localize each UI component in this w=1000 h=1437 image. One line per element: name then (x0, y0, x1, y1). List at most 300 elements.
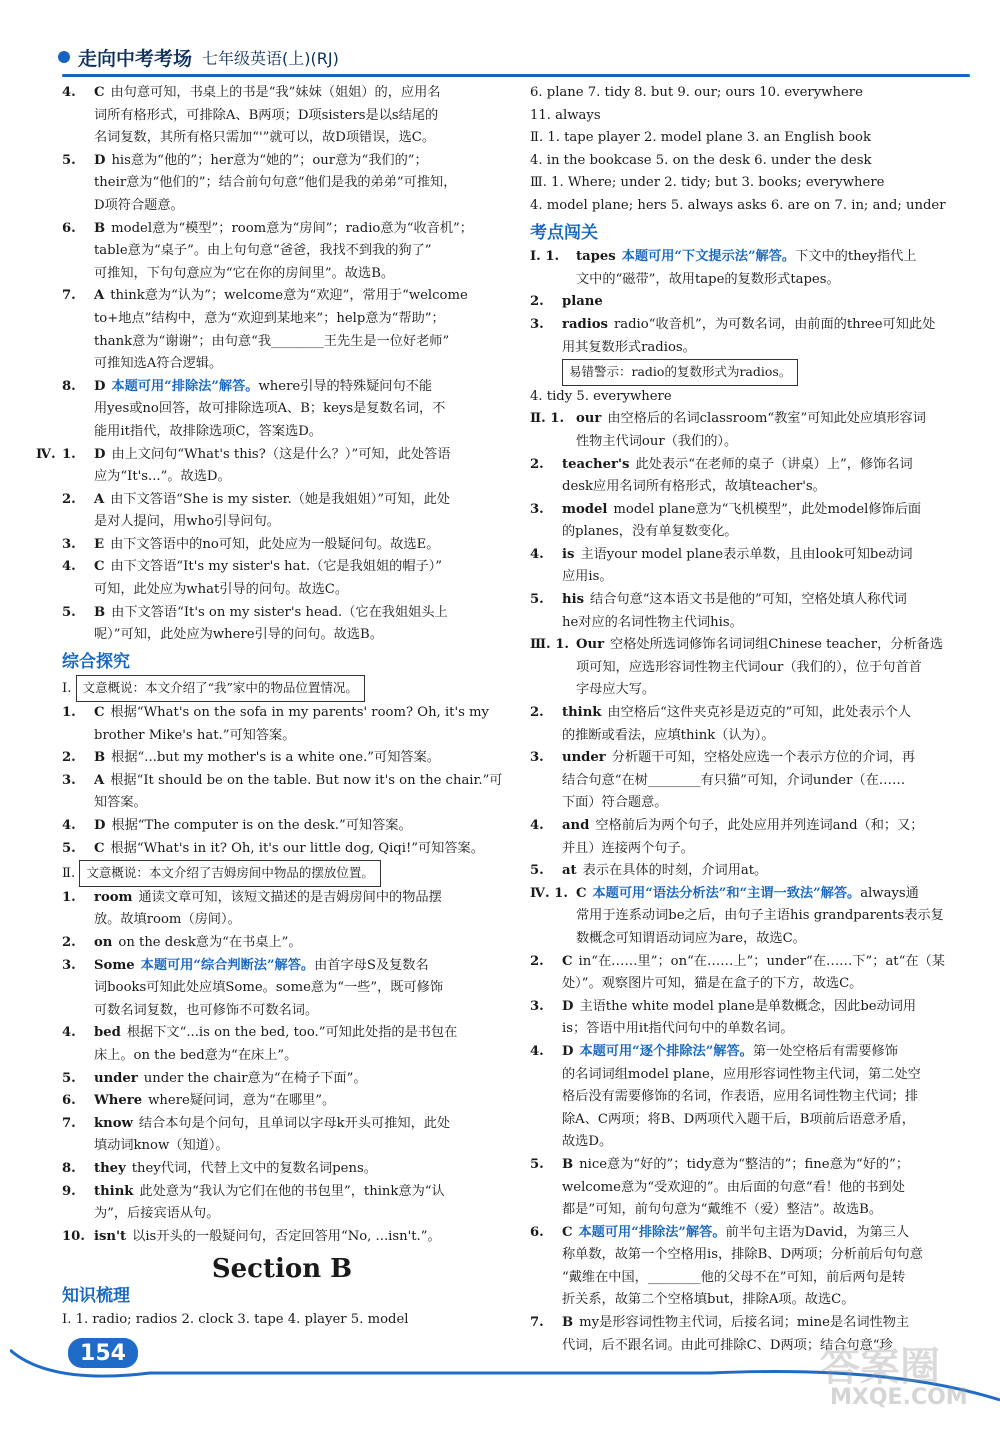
answer-item (62, 218, 502, 286)
item-text: 结合本句是个问句，且单词以字母k开头可推知，此处 (138, 1115, 451, 1131)
answer-item (62, 887, 502, 932)
item-number: 10. (62, 1228, 85, 1244)
item-line (94, 932, 502, 955)
answer-row: 11. always (530, 107, 601, 123)
item-line: 可知，此处应为what引导的问句。故选C。 (94, 582, 349, 598)
item-body (94, 556, 502, 601)
item-line (94, 534, 502, 557)
answer-key: E (94, 536, 105, 552)
item-line (562, 1312, 962, 1335)
item-line (94, 838, 502, 861)
item-line: 代词，后不跟名词。由此可排除C、D两项；结合句意“珍 (562, 1337, 893, 1353)
item-number: 4. (62, 818, 76, 833)
item-text: my是形容词性物主代词，后接名词；mine是名词性物主 (579, 1315, 910, 1331)
item-body (94, 1068, 502, 1091)
answer-item (62, 602, 502, 647)
item-line (562, 544, 962, 567)
answer-item (530, 291, 962, 314)
answer-key: Our (576, 637, 605, 653)
item-number: 3. (530, 501, 544, 517)
item-line: is；答语中用it指代问句中的单数名词。 (562, 1021, 794, 1037)
item-text: always通 (860, 885, 919, 901)
answer-row: 6. plane 7. tidy 8. but 9. our; ours 10. everywhere (530, 85, 863, 100)
item-line (562, 589, 962, 612)
item-text: 由上文问句“What's this?（这是什么？）”可知，此处答语 (111, 446, 451, 462)
answer-item (530, 1222, 962, 1312)
book-subtitle: 七年级英语(上)(RJ) (202, 48, 339, 68)
item-line (94, 702, 502, 725)
item-line (94, 556, 502, 579)
item-line: 数概念可知谓语动词应为are，故选C。 (576, 930, 806, 946)
item-number: Ⅲ. 1. (530, 637, 570, 653)
item-line: 字母应大写。 (576, 682, 656, 698)
answer-key: A (94, 491, 105, 507)
item-line: 可数名词复数，也可修饰不可数名词。 (94, 1002, 319, 1018)
item-text: his意为“他的”；her意为“她的”；our意为“我们的”； (111, 152, 428, 168)
item-line: 知答案。 (94, 795, 147, 811)
item-line (94, 1181, 502, 1204)
item-number: 6. (530, 1224, 544, 1240)
item-text: think意为“认为”；welcome意为“欢迎”，常用于“welcome (110, 288, 468, 304)
item-line: 并且）连接两个句子。 (562, 840, 694, 856)
item-text: radio“收音机”，为可数名词，由前面的three可知此处 (613, 316, 936, 332)
answer-row: Ⅲ. 1. Where; under 2. tidy; but 3. books; everywhere (530, 175, 885, 191)
item-text: 由首字母S及复数名 (314, 957, 429, 973)
answer-item (62, 1181, 502, 1226)
item-line: 故选D。 (562, 1134, 613, 1150)
item-line (94, 747, 502, 770)
item-body (576, 408, 962, 453)
item-body (94, 702, 502, 747)
item-number: 3. (62, 772, 76, 788)
answer-key: think (94, 1183, 134, 1199)
answer-item (62, 838, 502, 861)
answer-item (62, 770, 502, 815)
left-column (36, 82, 503, 1332)
section-heading: 综合探究 (62, 651, 130, 672)
item-line: 是对人提问，用who引导问句。 (94, 514, 280, 530)
item-line: 性物主代词our（我们的）。 (576, 433, 738, 449)
answer-item (62, 444, 502, 489)
answer-item (530, 544, 962, 589)
item-number: 3. (62, 536, 76, 552)
item-body (94, 285, 502, 375)
item-line (94, 1226, 502, 1249)
item-text: 表示在具体的时刻，介词用at。 (582, 863, 768, 879)
item-line (562, 1222, 962, 1245)
item-number: 5. (530, 863, 544, 879)
answer-row: Ⅱ. 1. tape player 2. model plane 3. an English book (530, 130, 871, 146)
item-body (94, 602, 502, 647)
item-text: 由空格后的名词classroom“教室”可知此处应填形容词 (607, 411, 926, 427)
item-line: 的planes，没有单复数变化。 (562, 524, 738, 540)
item-body (562, 747, 962, 815)
item-text: 由下文答语“She is my sister.（她是我姐姐）”可知，此处 (110, 491, 451, 507)
item-body (576, 634, 962, 702)
item-text: 空格处所选词修饰名词词组Chinese teacher，分析备选 (610, 637, 944, 653)
tip-label: 本题可用“综合判断法”解答。 (140, 957, 315, 973)
item-text: 下文中的they指代上 (795, 249, 917, 265)
item-line (94, 444, 502, 467)
answer-item (530, 1154, 962, 1222)
item-body (94, 376, 502, 444)
item-line: desk应用名词所有格形式，故填teacher's。 (562, 479, 826, 495)
answer-item (62, 1158, 502, 1181)
item-line (562, 499, 962, 522)
item-line (94, 955, 502, 978)
answer-item (530, 314, 962, 359)
item-text: 前半句主语为David，为第三人 (725, 1224, 910, 1240)
item-line: 能用it指代，故排除选项C，答案选D。 (94, 423, 322, 439)
section-heading: 知识梳理 (62, 1285, 130, 1306)
item-body (94, 1113, 502, 1158)
answer-key: C (562, 953, 573, 969)
item-line: 折关系，故第二个空格填but，排除A项。故选C。 (562, 1292, 855, 1308)
item-text: 由句意可知，书桌上的书是“我”妹妹（姐姐）的，应用名 (110, 85, 441, 100)
item-body (94, 955, 502, 1023)
answer-key: and (562, 818, 590, 833)
tip-label: 本题可用“逐个排除法”解答。 (579, 1043, 753, 1059)
item-text: where疑问词，意为“在哪里”。 (148, 1093, 336, 1109)
item-text: nice意为“好的”；tidy意为“整洁的”；fine意为“好的”； (579, 1156, 910, 1172)
item-body (562, 589, 962, 634)
answer-item (62, 1226, 502, 1249)
item-line: 的名词词组model plane，应用形容词性物主代词，第二处空 (562, 1066, 921, 1082)
answer-row: Ⅰ. 1. radio; radios 2. clock 3. tape 4. player 5. model (62, 1312, 409, 1328)
item-line: 应用is。 (562, 569, 613, 585)
item-number: 2. (62, 750, 76, 766)
item-line (562, 1154, 962, 1177)
answer-key: D (94, 378, 106, 394)
item-number: 7. (62, 288, 76, 304)
item-number: 5. (62, 1070, 76, 1086)
answer-item (530, 634, 962, 702)
item-body (562, 951, 962, 996)
item-body (94, 218, 502, 286)
item-line (562, 291, 962, 314)
answer-key: D (562, 1043, 574, 1059)
item-body (562, 499, 962, 544)
item-number: 6. (62, 220, 76, 236)
answer-item (530, 246, 962, 291)
item-number: 1. (62, 705, 76, 721)
answer-item (62, 1022, 502, 1067)
section-roman: Ⅰ. (62, 681, 72, 697)
warning-row (530, 359, 962, 386)
answer-item (62, 1068, 502, 1091)
item-text: 结合句意“这本语文书是他的”可知，空格处填人称代词 (590, 592, 907, 608)
item-number: 7. (62, 1115, 76, 1131)
item-number: 2. (62, 491, 76, 507)
item-line (94, 815, 502, 838)
item-line: 应为“It's...”。故选D。 (94, 469, 231, 485)
item-body (94, 932, 502, 955)
item-number: 2. (530, 705, 544, 721)
answer-key: they (94, 1160, 126, 1176)
section-roman: Ⅱ. (62, 866, 76, 882)
item-line: 填动词know（知道）。 (94, 1138, 229, 1154)
item-line: 用其复数形式radios。 (562, 339, 696, 355)
answer-item (62, 1090, 502, 1113)
item-line: welcome意为“受欢迎的”。由后面的句意“看！他的书到处 (562, 1179, 905, 1195)
answer-item (62, 556, 502, 601)
answer-item (62, 815, 502, 838)
answer-key: A (94, 772, 105, 788)
item-number: 4. (530, 818, 544, 833)
item-line (94, 489, 502, 512)
item-number: 1. (62, 446, 76, 462)
answer-row: 4. in the bookcase 5. on the desk 6. under the desk (530, 152, 872, 168)
item-number: 2. (62, 934, 76, 950)
item-number: Ⅰ. 1. (530, 249, 560, 265)
item-line: 的推断或看法，应填think（认为）。 (562, 727, 775, 743)
item-text: where引导的特殊疑问句不能 (258, 378, 433, 394)
item-body (562, 1041, 962, 1154)
item-number: 5. (62, 840, 76, 856)
answer-key: B (94, 604, 106, 620)
item-number: 7. (530, 1315, 544, 1331)
item-body (94, 770, 502, 815)
answer-key: D (562, 998, 574, 1014)
answer-item (62, 150, 502, 218)
item-line: 称单数，故第一个空格用is，排除B、D两项；分析前后句句意 (562, 1247, 923, 1263)
item-line: “戴维在中国，________他的父母不在”可知，前后两句是转 (562, 1269, 906, 1285)
item-line: 除A、C两项；将B、D两项代入题干后，B项前后语意矛盾， (562, 1111, 915, 1127)
item-text: 根据“The computer is on the desk.”可知答案。 (111, 818, 412, 833)
answer-item (530, 589, 962, 634)
item-body (576, 246, 962, 291)
item-number: 5. (62, 152, 76, 168)
item-line (562, 747, 962, 770)
item-text: 由下文答语中的no可知，此处应为一般疑问句。故选E。 (110, 536, 440, 552)
item-body (94, 887, 502, 932)
item-line (576, 408, 962, 431)
item-body (562, 996, 962, 1041)
item-line: 结合句意“在树________有只猫”可知，介词under（在…… (562, 772, 906, 788)
item-line: 文中的“磁带”，故用tape的复数形式tapes。 (576, 271, 840, 287)
answer-key: bed (94, 1025, 121, 1041)
section-b-title: Section B (211, 1254, 353, 1285)
answer-key: Where (94, 1093, 143, 1109)
answer-key: radios (562, 316, 608, 332)
item-line (562, 702, 962, 725)
item-line (576, 883, 962, 906)
item-number: 1. (62, 889, 76, 905)
tip-label: 本题可用“排除法”解答。 (111, 378, 259, 394)
item-number: 2. (530, 294, 544, 310)
answer-key: on (94, 934, 113, 950)
summary-box: 文意概说：本文介绍了“我”家中的物品位置情况。 (76, 675, 365, 702)
item-line (94, 285, 502, 308)
tip-label: 本题可用“排除法”解答。 (578, 1224, 726, 1240)
item-text: 主语the white model plane是单数概念，因此be动词用 (579, 998, 917, 1014)
page-header (58, 42, 339, 72)
item-body (562, 291, 962, 314)
item-line: 下面）符合题意。 (562, 795, 668, 811)
item-body (562, 1154, 962, 1222)
answer-key: D (94, 818, 106, 833)
answer-item (62, 932, 502, 955)
answer-item (62, 376, 502, 444)
answer-item (530, 1041, 962, 1154)
item-body (94, 1181, 502, 1226)
item-line: 都是”可知，前句句意为“戴维不（爱）整洁”。故选B。 (562, 1202, 883, 1218)
item-line (94, 1158, 502, 1181)
item-number: 8. (62, 1160, 76, 1176)
answer-key: C (562, 1224, 573, 1240)
page-number: 154 (68, 1338, 138, 1368)
item-text: 根据“It should be on the table. But now it's on the chair.”可 (110, 772, 503, 788)
item-line (94, 376, 502, 399)
box-row (62, 675, 502, 702)
item-body (94, 534, 502, 557)
item-number: 5. (62, 604, 76, 620)
answer-key: know (94, 1115, 133, 1131)
item-body (562, 454, 962, 499)
item-body (94, 82, 502, 150)
item-line (94, 1022, 502, 1045)
item-text: on the desk意为“在书桌上”。 (118, 934, 302, 950)
bullet-icon (58, 51, 70, 63)
item-number: 3. (530, 316, 544, 332)
answer-key: B (94, 750, 106, 766)
answer-item (530, 702, 962, 747)
right-column (530, 82, 962, 1357)
answer-item (530, 499, 962, 544)
watermark-logo: 答案圈 (820, 1344, 940, 1390)
item-body (562, 1222, 962, 1312)
item-number: 3. (530, 750, 544, 766)
item-number: 5. (530, 1156, 544, 1172)
item-line (94, 1068, 502, 1091)
item-text: 根据“...but my mother's is a white one.”可知答案。 (111, 750, 440, 766)
item-line: to+地点”结构中，意为“欢迎到某地来”；help意为“帮助”； (94, 310, 445, 326)
answer-key: D (94, 152, 106, 168)
item-line (94, 887, 502, 910)
item-line (94, 218, 502, 241)
answer-item (530, 951, 962, 996)
answer-item (62, 285, 502, 375)
answer-key: C (94, 559, 105, 575)
answer-key: isn't (94, 1228, 127, 1244)
item-body (94, 838, 502, 861)
item-text: 以is开头的一般疑问句，否定回答用“No, ...isn't.”。 (132, 1228, 441, 1244)
answer-key: A (94, 288, 105, 304)
answer-key: tapes (576, 249, 616, 265)
item-body (94, 747, 502, 770)
answer-key: at (562, 863, 577, 879)
item-line: 名词复数，其所有格只需加“'”就可以，故D项错误，选C。 (94, 130, 436, 146)
item-text: 根据“What's in it? Oh, it's our little dog, Qiqi!”可知答案。 (110, 840, 484, 856)
item-text: 分析题干可知，空格处应选一个表示方位的介词，再 (611, 750, 916, 766)
answer-key: C (576, 885, 587, 901)
answer-item (530, 996, 962, 1041)
item-body (562, 314, 962, 359)
answer-key: is (562, 546, 575, 562)
item-line (562, 815, 962, 838)
item-body (94, 1090, 502, 1113)
item-number: 6. (62, 1093, 76, 1109)
item-line (562, 454, 962, 477)
item-text: 此处表示“在老师的桌子（讲桌）上”，修饰名词 (635, 456, 913, 472)
item-line: 常用于连系动词be之后，由句子主语his grandparents表示复 (576, 908, 944, 924)
item-line: he对应的名词性物主代词his。 (562, 614, 743, 630)
answer-key: Some (94, 957, 135, 973)
answer-item (530, 860, 962, 883)
item-number: Ⅱ. 1. (530, 411, 565, 427)
item-line: their意为“他们的”；结合前句句意“他们是我的弟弟”可推知， (94, 175, 457, 191)
answer-key: plane (562, 294, 603, 310)
item-text: 第一处空格后有需要修饰 (752, 1043, 898, 1059)
answer-key: B (562, 1315, 574, 1331)
item-line (94, 1090, 502, 1113)
answer-item (62, 702, 502, 747)
item-number: 4. (62, 559, 76, 575)
answer-key: B (562, 1156, 574, 1172)
answer-key: think (562, 705, 602, 721)
item-line: 词所有格形式，可排除A、B两项；D项sisters是以s结尾的 (94, 107, 439, 123)
tip-label: 本题可用“语法分析法”和“主谓一致法”解答。 (592, 885, 861, 901)
answer-item (62, 955, 502, 1023)
answer-key: model (562, 501, 608, 517)
section-heading: 考点闯关 (530, 222, 598, 243)
item-body (94, 444, 502, 489)
item-number: 5. (530, 592, 544, 608)
item-body (94, 489, 502, 534)
item-number: 4. (530, 546, 544, 562)
item-line (562, 996, 962, 1019)
item-line (576, 634, 962, 657)
item-line: 用yes或no回答，故可排除选项A、B；keys是复数名词，不 (94, 401, 446, 417)
item-text: 通读文章可知，该短文描述的是吉姆房间中的物品摆 (138, 889, 442, 905)
item-line: 格后没有需要修饰的名词，作表语，应用名词性物主代词；排 (562, 1089, 919, 1105)
item-line (94, 602, 502, 625)
item-line: D项符合题意。 (94, 197, 184, 213)
item-body (94, 1158, 502, 1181)
item-text: 根据下文“...is on the bed, too.”可知此处指的是书包在 (126, 1025, 458, 1041)
watermark-url: MXQE.COM (830, 1385, 968, 1410)
answer-item (62, 747, 502, 770)
item-number: 2. (530, 953, 544, 969)
answer-key: his (562, 592, 585, 608)
header-rule (62, 74, 970, 77)
item-text: model plane意为“飞机模型”，此处model修饰后面 (613, 501, 922, 517)
item-line (562, 314, 962, 337)
summary-box: 文意概说：本文介绍了吉姆房间中物品的摆放位置。 (79, 860, 381, 887)
item-text: 由下文答语“It's my sister's hat.（它是我姐姐的帽子）” (110, 559, 443, 575)
item-line: 词books可知此处应填Some。some意为“一些”，既可修饰 (94, 980, 444, 996)
item-text: 此处意为“我认为它们在他的书包里”，think意为“认 (139, 1183, 445, 1199)
answer-row: 4. model plane; hers 5. always asks 6. are on 7. in; and; under (530, 197, 946, 213)
answer-item (62, 1113, 502, 1158)
item-body (576, 883, 962, 951)
item-line (562, 951, 962, 974)
answer-item (530, 815, 962, 860)
item-number: 4. (530, 1043, 544, 1059)
item-text: they代词，代替上文中的复数名词pens。 (131, 1160, 377, 1176)
item-body (94, 1226, 502, 1249)
item-line (562, 860, 962, 883)
item-line (94, 1113, 502, 1136)
warning-box: 易错警示：radio的复数形式为radios。 (562, 359, 798, 386)
answer-row: 4. tidy 5. everywhere (530, 388, 672, 404)
item-text: under the chair意为“在椅子下面”。 (143, 1070, 367, 1086)
item-body (562, 544, 962, 589)
item-line: 放。故填room（房间）。 (94, 912, 241, 928)
item-body (94, 1022, 502, 1067)
item-number: 9. (62, 1183, 76, 1199)
answer-key: under (562, 750, 606, 766)
